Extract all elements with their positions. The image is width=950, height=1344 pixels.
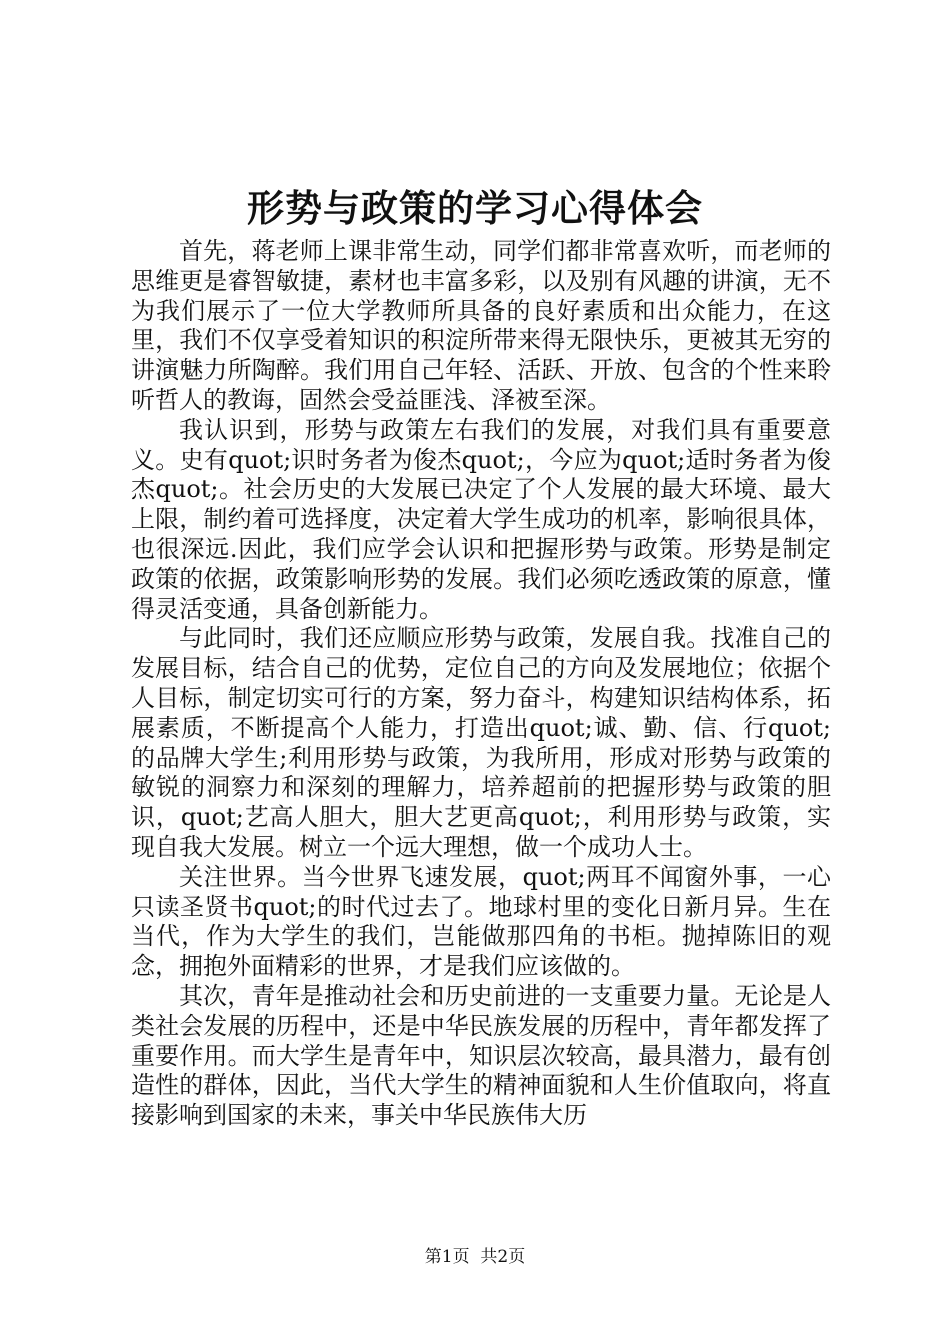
paragraph-4: 关注世界。当今世界飞速发展，quot;两耳不闻窗外事，一心只读圣贤书quot;的时代过去了。地球村里的变化日新月异。生在当代，作为大学生的我们，岂能做那四角的书柜。抛掉陈旧的观念，拥抱外面精彩的世界，才是我们应该做的。 (131, 862, 831, 981)
document-title: 形势与政策的学习心得体会 (247, 186, 703, 230)
page-number: 第1页 (424, 1247, 470, 1267)
paragraph-3: 与此同时，我们还应顺应形势与政策，发展自我。找准自己的发展目标，结合自己的优势，定位自己的方向及发展地位；依据个人目标，制定切实可行的方案，努力奋斗，构建知识结构体系，拓展素质，不断提高个人能力，打造出quot;诚、勤、信、行quot;的品牌大学生;利用形势与政策，为我所用，形成对形势与政策的敏锐的洞察力和深刻的理解力，培养超前的把握形势与政策的胆识，quot;艺高人胆大，胆大艺更高quot;，利用形势与政策，实现自我大发展。树立一个远大理想，做一个成功人士。 (131, 624, 831, 861)
document-body (131, 237, 831, 1131)
paragraph-1: 首先，蒋老师上课非常生动，同学们都非常喜欢听，而老师的思维更是睿智敏捷，素材也丰富多彩，以及别有风趣的讲演，无不为我们展示了一位大学教师所具备的良好素质和出众能力，在这里，我们不仅享受着知识的积淀所带来得无限快乐，更被其无穷的讲演魅力所陶醉。我们用自己年轻、活跃、开放、包含的个性来聆听哲人的教诲，固然会受益匪浅、泽被至深。 (131, 237, 831, 414)
paragraph-2: 我认识到，形势与政策左右我们的发展，对我们具有重要意义。史有quot;识时务者为俊杰quot;，今应为quot;适时务者为俊杰quot;。社会历史的大发展已决定了个人发展的最大环境、最大上限，制约着可选择度，决定着大学生成功的机率，影响很具体，也很深远.因此，我们应学会认识和把握形势与政策。形势是制定政策的依据，政策影响形势的发展。我们必须吃透政策的原意，懂得灵活变通，具备创新能力。 (131, 415, 831, 623)
page-total: 共2页 (480, 1247, 526, 1267)
paragraph-5: 其次，青年是推动社会和历史前进的一支重要力量。无论是人类社会发展的历程中，还是中华民族发展的历程中，青年都发挥了重要作用。而大学生是青年中，知识层次较高，最具潜力，最有创造性的群体，因此，当代大学生的精神面貌和人生价值取向，将直接影响到国家的未来，事关中华民族伟大历 (131, 981, 831, 1130)
page-footer (0, 1245, 950, 1269)
footer-separator (470, 1247, 481, 1267)
